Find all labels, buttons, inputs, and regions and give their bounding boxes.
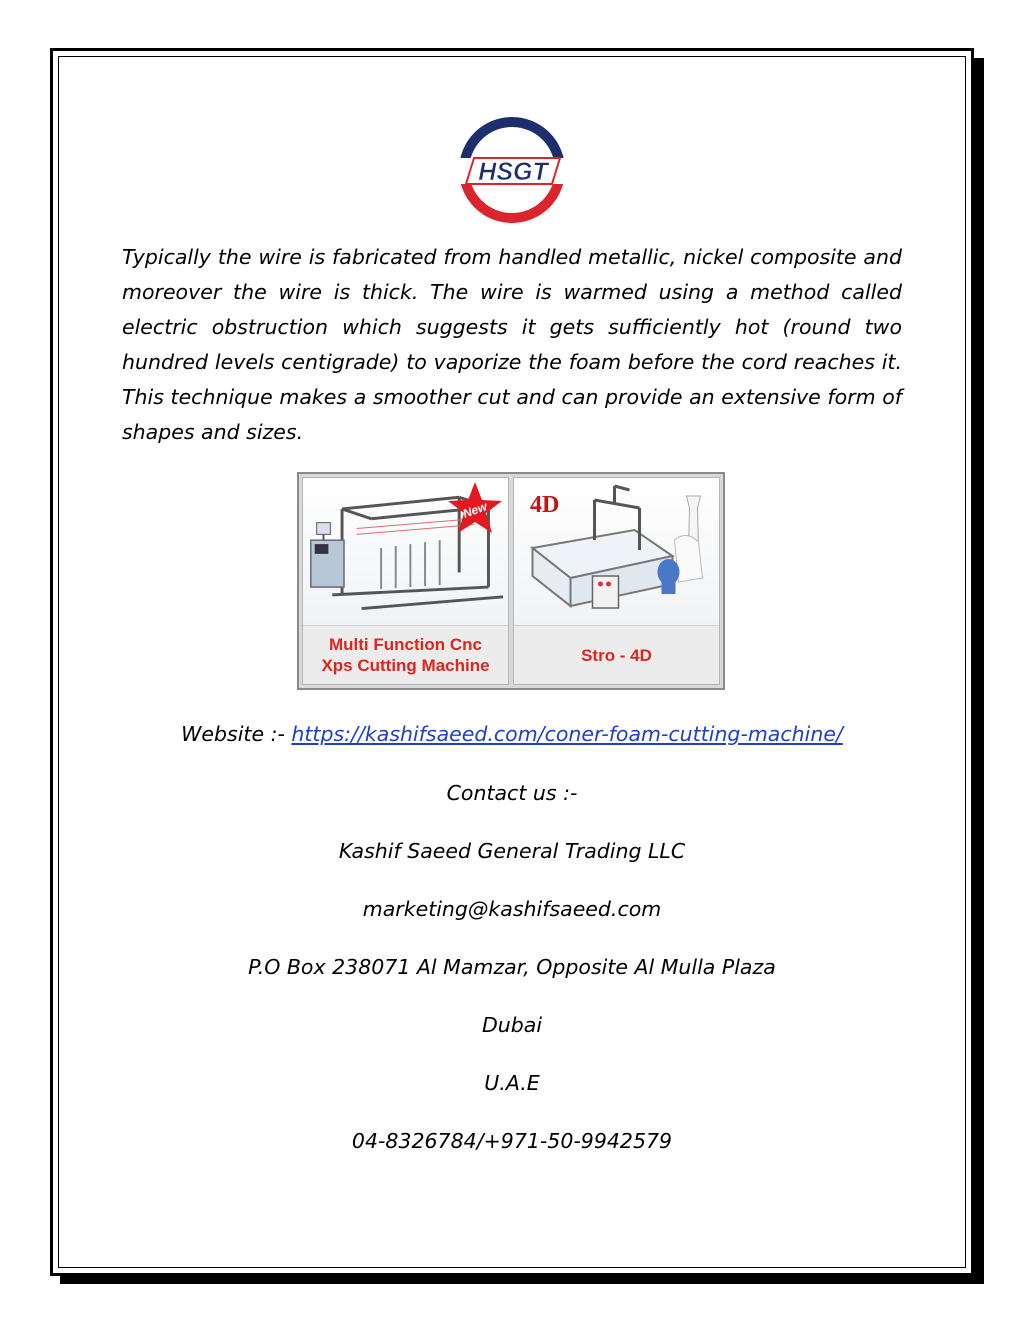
product-card-multi-function xyxy=(302,477,509,685)
city-text: Dubai xyxy=(481,1013,543,1037)
machine-illustration xyxy=(514,478,719,625)
phone-text: 04-8326784/+971-50-9942579 xyxy=(351,1129,673,1153)
caption-line: Multi Function Cnc xyxy=(329,635,482,654)
company-name: Kashif Saeed General Trading LLC xyxy=(338,839,686,863)
hsgt-logo xyxy=(456,114,568,226)
product-caption xyxy=(303,625,508,684)
logo-text: HSGT xyxy=(478,158,548,186)
website-link[interactable]: https://kashifsaeed.com/coner-foam-cutting-machine/ xyxy=(291,722,843,746)
address-text: P.O Box 238071 Al Mamzar, Opposite Al Mulla Plaza xyxy=(248,955,776,979)
caption-line: Stro - 4D xyxy=(581,645,652,665)
caption-line: Xps Cutting Machine xyxy=(321,656,490,675)
email-text: marketing@kashifsaeed.com xyxy=(362,897,662,921)
website-label: Website :- xyxy=(181,722,292,746)
product-caption xyxy=(514,625,719,684)
new-badge-text: New xyxy=(461,499,489,521)
country-text: U.A.E xyxy=(484,1071,540,1095)
product-card-stro-4d xyxy=(513,477,720,685)
4d-tag: 4D xyxy=(530,492,560,518)
contact-heading: Contact us :- xyxy=(446,781,578,805)
product-images xyxy=(297,472,725,690)
website-line xyxy=(0,722,1024,746)
machine-illustration xyxy=(303,478,508,625)
new-badge-star-icon xyxy=(446,480,504,538)
body-paragraph: Typically the wire is fabricated from handled metallic, nickel composite and moreover the wire is thick. The wire is warmed using a method called electric obstruction which suggests it gets sufficiently hot (round two hundred levels centigrade) to vaporize the foam before the cord reaches it. This technique makes a smoother cut and can provide an extensive form of shapes and sizes. xyxy=(122,245,902,444)
